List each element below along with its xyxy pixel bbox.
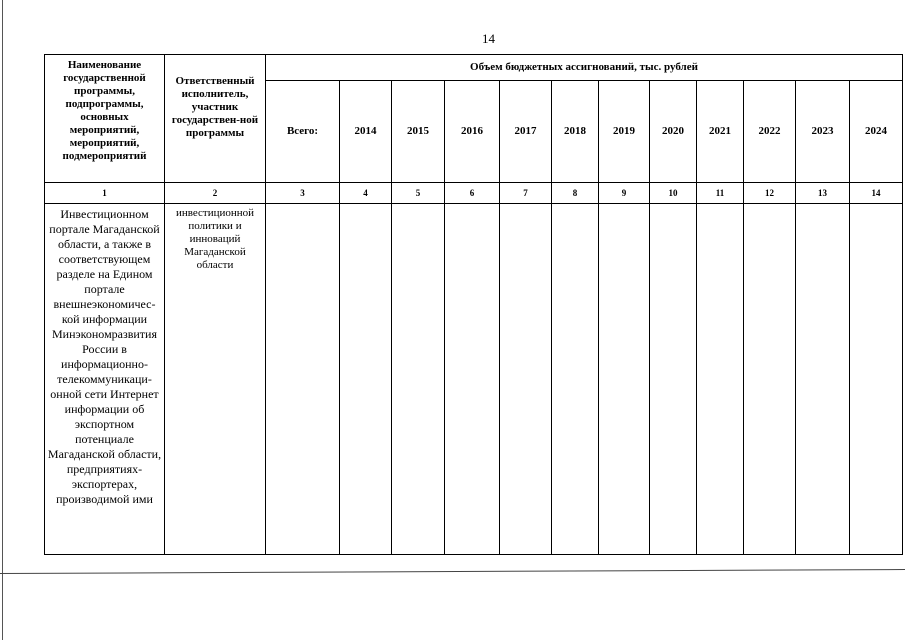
empty-cell bbox=[744, 204, 796, 555]
scan-edge-bottom bbox=[0, 569, 905, 574]
empty-cell bbox=[552, 204, 599, 555]
empty-cell bbox=[266, 204, 340, 555]
row-responsible-cell bbox=[165, 204, 266, 555]
row-name: Инвестиционном портале Магаданской области, а также в соответствующем разделе на Едином портале внешнеэкономичес-кой информации Минэкономразвития России в информационно-телекоммуникаци-онной сети Интернет информации об экспортном потенциале Магаданской области, предприятиях-экспортерах, производимой ими bbox=[47, 207, 162, 506]
year-header: 2021 bbox=[697, 81, 744, 183]
empty-cell bbox=[340, 204, 392, 555]
empty-cell bbox=[650, 204, 697, 555]
year-header: 2023 bbox=[796, 81, 850, 183]
year-header: 2020 bbox=[650, 81, 697, 183]
year-header: 2022 bbox=[744, 81, 796, 183]
column-number: 6 bbox=[445, 183, 500, 204]
year-header: 2018 bbox=[552, 81, 599, 183]
column-header-budget: Объем бюджетных ассигнований, тыс. рублей bbox=[266, 55, 903, 81]
year-header: 2016 bbox=[445, 81, 500, 183]
empty-cell bbox=[500, 204, 552, 555]
column-number: 7 bbox=[500, 183, 552, 204]
scan-edge-left bbox=[2, 0, 3, 640]
table-row bbox=[45, 204, 903, 555]
column-number: 12 bbox=[744, 183, 796, 204]
column-header-total: Всего: bbox=[266, 81, 340, 183]
column-number: 2 bbox=[165, 183, 266, 204]
empty-cell bbox=[599, 204, 650, 555]
year-header: 2024 bbox=[850, 81, 903, 183]
empty-cell bbox=[697, 204, 744, 555]
empty-cell bbox=[445, 204, 500, 555]
column-number: 4 bbox=[340, 183, 392, 204]
column-header-responsible: Ответственный исполнитель, участник государствен-ной программы bbox=[165, 55, 266, 183]
budget-table bbox=[44, 54, 903, 555]
year-header: 2015 bbox=[392, 81, 445, 183]
column-number: 8 bbox=[552, 183, 599, 204]
year-header: 2014 bbox=[340, 81, 392, 183]
column-number: 13 bbox=[796, 183, 850, 204]
page-number: 14 bbox=[482, 31, 495, 46]
column-header-name: Наименование государственной программы, подпрограммы, основных мероприятий, мероприятий, подмероприятий bbox=[45, 55, 165, 183]
column-number: 9 bbox=[599, 183, 650, 204]
column-number: 5 bbox=[392, 183, 445, 204]
column-number: 14 bbox=[850, 183, 903, 204]
column-number: 10 bbox=[650, 183, 697, 204]
year-header: 2017 bbox=[500, 81, 552, 183]
header-row bbox=[45, 55, 903, 81]
column-number: 1 bbox=[45, 183, 165, 204]
empty-cell bbox=[392, 204, 445, 555]
empty-cell bbox=[796, 204, 850, 555]
row-name-cell bbox=[45, 204, 165, 555]
column-number: 11 bbox=[697, 183, 744, 204]
column-number: 3 bbox=[266, 183, 340, 204]
empty-cell bbox=[850, 204, 903, 555]
year-header: 2019 bbox=[599, 81, 650, 183]
row-responsible: инвестиционной политики и инноваций Магаданской области bbox=[175, 207, 255, 271]
column-number-row bbox=[45, 183, 903, 204]
